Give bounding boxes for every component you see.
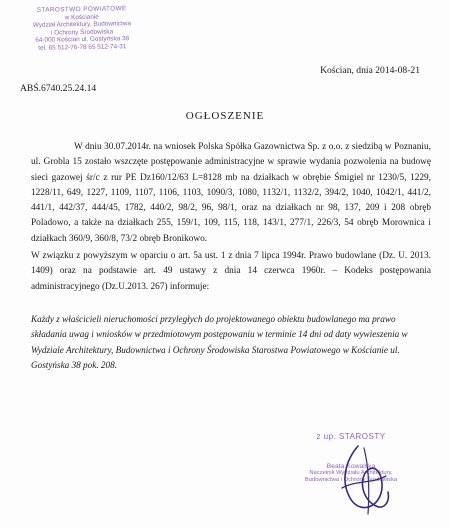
stamp-line: w Kościanie xyxy=(64,13,99,21)
stamp-line: tel. 65 512-76-78 65 512-74-31 xyxy=(38,43,127,52)
document-body xyxy=(31,140,431,295)
notice-paragraph: Każdy z właścicieli nieruchomości przyległych do projektowanego obiektu budowlanego ma prawo składania uwag i wniosków w przedmiotowym postępowaniu w terminie 14 dni od daty wywieszenia w Wydziale Architektury, Budownictwa i Ochrony Środowiska Starostwa Powiatowego w Kościanie ul. Gostyńska 38 pok. 208. xyxy=(31,314,408,371)
document-title: OGŁOSZENIE xyxy=(185,110,265,122)
stamp-line: Wydział Architektury, Budownictwa xyxy=(32,20,132,30)
stamp-line: i Ochrony Środowiska xyxy=(50,28,114,37)
stamp-line: STAROSTWO POWIATOWE xyxy=(36,5,127,14)
body-paragraph: W dniu 30.07.2014r. na wniosek Polska Spółka Gazownictwa Sp. z o.o. z siedzibą w Poznaniu, ul. Grobla 15 zostało wszczęte postępowanie administracyjne w sprawie wydania pozwolenia na budowę sieci gazowej śr/c z rur PE Dz160/12/63 L=8128 mb na działkach w obrębie Śmigiel nr 1230/5, 1229, 1228/11, 649, 1227, 1109, 1107, 1106, 1103, 1090/3, 1080, 1132/1, 1132/2, 394/2, 1040, 1042/1, 441/2, 441/1, 442/37, 444/45, 1782, 440/2, 98/2, 96, 98/1, oraz na działkach nr 98, 137, 209 i 208 obręb Poladowo, a także na działkach 255, 159/1, 109, 115, 118, 143/1, 277/1, 226/3, 54 obręb Morownica i działkach 360/9, 360/8, 73/2 obręb Bronikowo. xyxy=(31,142,431,244)
reference-number: ABŚ.6740.25.24.14 xyxy=(20,83,97,94)
signatory-role: Naczelnik Wydziału Architektury, xyxy=(309,470,393,476)
document-date: Kościan, dnia 2014-08-21 xyxy=(320,65,420,76)
signatory-role: Budownictwa i Ochrony Środowiska xyxy=(304,476,398,483)
office-stamp xyxy=(14,5,151,53)
signature-on-behalf: z up. STAROSTY xyxy=(316,432,386,441)
handwritten-signature-icon xyxy=(328,440,398,518)
stamp-line: 64-000 Kościan ul. Gostyńska 38 xyxy=(35,35,130,45)
body-paragraph: W związku z powyższym w oparciu o art. 5a ust. 1 z dnia 7 lipca 1994r. Prawo budowlane (Dz. U. 2013. 1409) oraz na podstawie art. 49 ustawy z dnia 14 czerwca 1960r. – Kodeks postępowania administracyjnego (Dz.U.2013. 267) informuje: xyxy=(31,251,431,292)
signatory-name: Beata Kowalska xyxy=(326,463,376,470)
